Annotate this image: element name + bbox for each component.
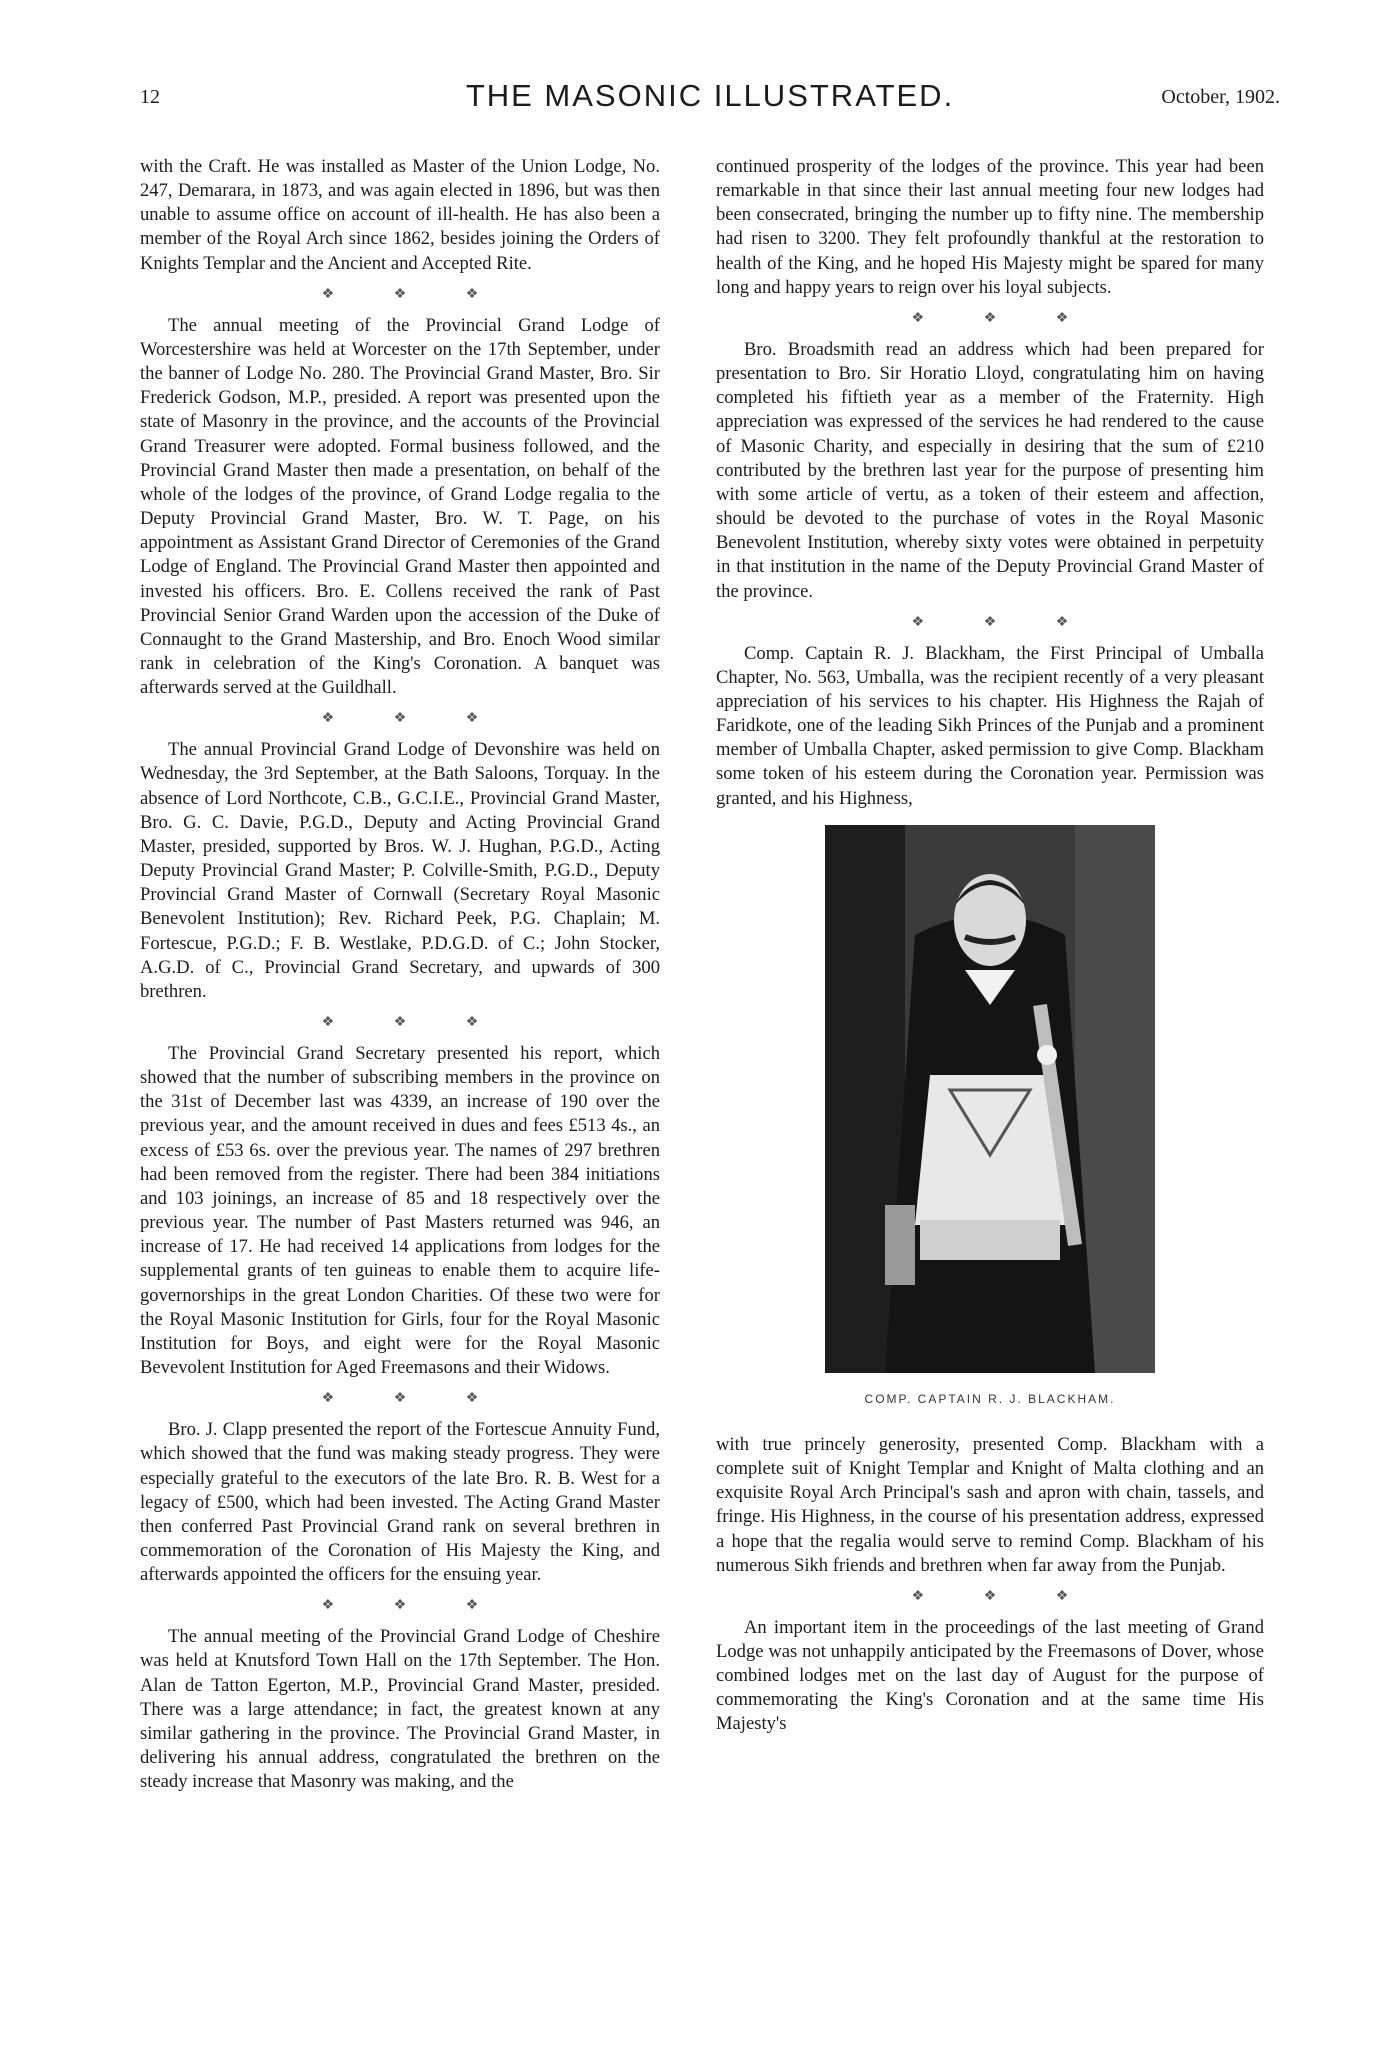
paragraph-worcestershire: The annual meeting of the Provincial Grand Lodge of Worcestershire was held at Worcester on the 17th September, under the banner of Lodge No. 280. The Provincial Grand Master, Bro. Sir Frederick Godson, M.P., presided. A report was presented upon the state of Masonry in the province, and the accounts of the Provincial Grand Treasurer were adopted. Formal business followed, and the Provincial Grand Master then made a presentation, on behalf of the whole of the lodges of the province, of Grand Lodge regalia to the Deputy Provincial Grand Master, Bro. W. T. Page, on his appointment as Assistant Grand Director of Ceremonies of the Grand Lodge of England. The Provincial Grand Master then appointed and invested his officers. Bro. E. Collens received the rank of Past Provincial Senior Grand Warden upon the accession of the Duke of Connaught to the Grand Mastership, and Bro. Enoch Wood similar rank in celebration of the King's Coronation. A banquet was afterwards served at the Guildhall. bbox=[140, 314, 660, 699]
paragraph-dover: An important item in the proceedings of the last meeting of Grand Lodge was not unhappily anticipated by the Freemasons of Dover, whose combined lodges met on the last day of August for the purpose of commemorating the King's Coronation and at the same time His Majesty's bbox=[716, 1616, 1264, 1735]
portrait-photo bbox=[825, 825, 1155, 1373]
ornament-divider: ❖ ❖ ❖ bbox=[321, 1015, 507, 1030]
paragraph-secretary-report: The Provincial Grand Secretary presented his report, which showed that the number of subscribing members in the province on the 31st of December last was 4339, an increase of 190 over the previous year, and the amount received in dues and fees £513 4s., an excess of £53 6s. over the previous year. The names of 297 brethren had been removed from the register. There had been 384 initiations and 103 joinings, an increase of 85 and 18 respectively over the previous year. The number of Past Masters returned was 946, an increase of 17. He had received 14 applications from lodges for the supplemental grants of ten guineas to enable them to acquire life-governorships in the great London Charities. Of these two were for the Royal Masonic Institution for Girls, four for the Royal Masonic Institution for Boys, and eight were for the Royal Masonic Bevevolent Institution for Aged Freemasons and their Widows. bbox=[140, 1043, 660, 1379]
ornament-divider: ❖ ❖ ❖ bbox=[321, 711, 507, 727]
paragraph-union-lodge: with the Craft. He was installed as Master of the Union Lodge, No. 247, Demarara, in 1873, and was again elected in 1896, but was then unable to assume office on account of ill-health. He has also been a member of the Royal Arch since 1862, besides joining the Orders of Knights Templar and the Ancient and Accepted Rite. bbox=[140, 156, 660, 274]
paragraph-cheshire: The annual meeting of the Provincial Grand Lodge of Cheshire was held at Knutsford Town Hall on the 17th September. The Hon. Alan de Tatton Egerton, M.P., Provincial Grand Master, presided. There was a large attendance; in fact, the greatest known at any similar gathering in the province. The Provincial Grand Master, in delivering his annual address, congratulated the brethren on the steady increase that Masonry was making, and the bbox=[140, 1626, 660, 1793]
portrait-figure bbox=[716, 825, 1264, 1411]
issue-date: October, 1902. bbox=[1161, 86, 1280, 108]
paragraph-fortescue-fund: Bro. J. Clapp presented the report of the Fortescue Annuity Fund, which showed that the fund was making steady progress. They were especially grateful to the executors of the late Bro. R. B. West for a legacy of £500, which had been invested. The Acting Grand Master then conferred Past Provincial Grand rank on several brethren in commemoration of the Coronation of His Majesty the King, and afterwards appointed the officers for the ensuing year. bbox=[140, 1419, 660, 1586]
left-column bbox=[140, 155, 660, 1794]
portrait-illustration bbox=[825, 825, 1155, 1373]
ornament-divider: ❖ ❖ ❖ bbox=[911, 1588, 1097, 1604]
masthead-title: THE MASONIC ILLUSTRATED. bbox=[465, 78, 955, 113]
paragraph-blackham: Comp. Captain R. J. Blackham, the First Principal of Umballa Chapter, No. 563, Umballa, was the recipient recently of a very pleasant appreciation of his services to his chapter. His Highness the Rajah of Faridkote, one of the leading Sikh Princes of the Punjab and a prominent member of Umballa Chapter, asked permission to give Comp. Blackham some token of his esteem during the Coronation year. Permission was granted, and his Highness, bbox=[716, 642, 1264, 809]
paragraph-cheshire-continued: continued prosperity of the lodges of the province. This year had been remarkable in that since their last annual meeting four new lodges had been consecrated, bringing the number up to fifty nine. The membership had risen to 3200. They felt profoundly thankful at the restoration to health of the King, and he hoped His Majesty might be spared for many long and happy years to reign over his loyal subjects. bbox=[716, 156, 1264, 298]
paragraph-broadsmith: Bro. Broadsmith read an address which had been prepared for presentation to Bro. Sir Horatio Lloyd, congratulating him on having completed his fiftieth year as a member of the Fraternity. High appreciation was expressed of the services he had rendered to the cause of Masonic Charity, and especially in desiring that the sum of £210 contributed by the brethren last year for the purpose of presenting him with some article of vertu, as a token of their esteem and affection, should be devoted to the purchase of votes in the Royal Masonic Benevolent Institution, whereby sixty votes were obtained in perpetuity in that institution in the name of the Deputy Provincial Grand Master of the province. bbox=[716, 338, 1264, 602]
ornament-divider: ❖ ❖ ❖ bbox=[321, 1391, 507, 1407]
paragraph-regalia: with true princely generosity, presented Comp. Blackham with a complete suit of Knight Templar and Knight of Malta clothing and an exquisite Royal Arch Principal's sash and apron with chain, tassels, and fringe. His Highness, in the course of his presentation address, expressed a hope that the regalia would serve to remind Comp. Blackham of his numerous Sikh friends and brethren when far away from the Punjab. bbox=[716, 1433, 1264, 1576]
page-number: 12 bbox=[140, 86, 160, 108]
ornament-divider: ❖ ❖ ❖ bbox=[321, 286, 507, 302]
portrait-caption: COMP. CAPTAIN R. J. BLACKHAM. bbox=[864, 1391, 1116, 1406]
ornament-divider: ❖ ❖ ❖ bbox=[321, 1598, 507, 1614]
paragraph-devonshire: The annual Provincial Grand Lodge of Devonshire was held on Wednesday, the 3rd September, at the Bath Saloons, Torquay. In the absence of Lord Northcote, C.B., G.C.I.E., Provincial Grand Master, Bro. G. C. Davie, P.G.D., Deputy and Acting Provincial Grand Master, presided, supported by Bros. W. J. Hughan, P.G.D., Acting Deputy Provincial Grand Master; P. Colville-Smith, P.G.D., Deputy Provincial Grand Master of Cornwall (Secretary Royal Masonic Benevolent Institution); Rev. Richard Peek, P.G. Chaplain; M. Fortescue, P.G.D.; F. B. Westlake, P.D.G.D. of C.; John Stocker, A.G.D. of C., Provincial Grand Secretary, and upwards of 300 brethren. bbox=[140, 739, 660, 1002]
ornament-divider: ❖ ❖ ❖ bbox=[911, 310, 1097, 326]
ornament-divider: ❖ ❖ ❖ bbox=[911, 614, 1097, 630]
right-column bbox=[716, 155, 1264, 1737]
page-header bbox=[140, 78, 1280, 118]
